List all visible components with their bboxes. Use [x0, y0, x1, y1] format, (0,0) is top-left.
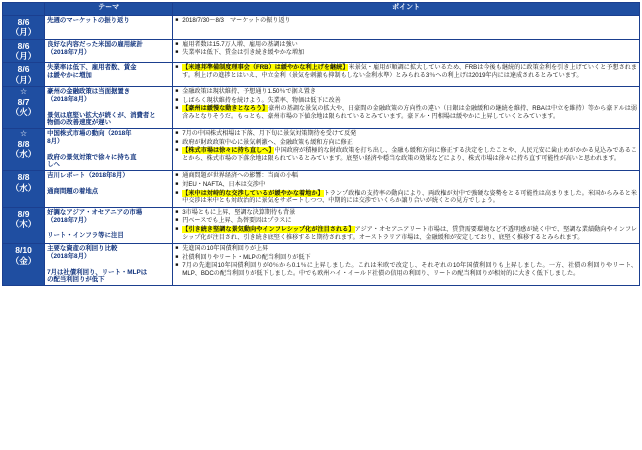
header-point: ポイント [173, 3, 640, 16]
point-highlight: 【引き続き堅調な景気動向やインフレシップ化が注目される】 [182, 225, 355, 233]
row-theme [45, 207, 173, 243]
table-row [3, 16, 640, 40]
header-theme: テーマ [45, 3, 173, 16]
row-date [3, 87, 45, 129]
theme-line [47, 146, 170, 154]
header-date [3, 3, 45, 16]
theme-line: （2018年7月） [47, 216, 91, 224]
day-text: （木） [10, 219, 37, 230]
row-date [3, 171, 45, 207]
theme-line: 失業率は低下、雇用者数、賃金 [47, 64, 137, 72]
theme-line: （2018年8月） [47, 252, 91, 260]
row-point [173, 207, 640, 243]
date-text: 8/6 [17, 40, 30, 51]
theme-line [47, 224, 170, 232]
table-row [3, 63, 640, 87]
point-item: ■ 7月の先進国10年国債利回りが0％から0.1％に上昇しました。これは米欧で改定し、それぞれの10年国債利回りも上昇しました。一方、社債の利回りやリート、MLP、BDCの配当利回りが低下しました。中でも欧州ハイ・イールド社債の信用の利回り、リートの配当利回りが相対的に大きく低下しました。 [175, 262, 637, 277]
row-point [173, 16, 640, 40]
date-text: 8/6 [17, 17, 30, 27]
theme-line: 先週のマーケットの振り返り [47, 17, 130, 24]
theme-line: 主要な資産の利回り比較 [47, 245, 118, 253]
row-theme [45, 244, 173, 286]
point-item: ■ 【株式市場は徐々に持ち直しへ】中国政府が積極的な財政政策を打ち出し、金融も緩和方向に修正する決定をしたことや、人民元安に歯止めがかかる見込みであることから、株式市場の下落余地は限られているとみています。底堅い経済や穏当な政策の効果などにより、株式市場は徐々に持ち直す可能性が高いと思われます。 [175, 147, 637, 162]
date-text: 8/10 [15, 245, 32, 256]
point-item: ■ 2018/7/30～8/3 マーケットの振り返り [175, 17, 637, 25]
date-text: 8/9 [17, 208, 30, 219]
day-text: （月） [10, 27, 37, 38]
date-text: 8/8 [17, 172, 30, 183]
day-text: （水） [10, 149, 37, 160]
row-theme [45, 129, 173, 171]
point-item: ■ 政府が財政政策中心に景気刺激へ、金融政策も緩和方向に修正 [175, 139, 637, 147]
point-item: ■ 7月の中国株式相場は下落、月下旬に景気対策期待を受けて反発 [175, 130, 637, 138]
point-item: ■ しばらく現状維持を続けよう。失業率、物価は低下に改善 [175, 97, 637, 105]
theme-line: 通商問題の着地点 [47, 187, 99, 195]
table-row [3, 87, 640, 129]
day-text: （月） [10, 51, 37, 62]
table-row [3, 171, 640, 207]
point-item: ■ 【豪州は緩慢な動きとなろう】豪州の基調な景気の拡大や、日豪間の金融政策の方向性の違い（日銀は金融緩和の継続を維持、RBAは中立を維持）等から豪ドルは弱含みとなりそうだ。もっとも、豪州市場の下値余地は限られているとみています。豪ドル・円相場は緩やかに上昇していくとみています。 [175, 105, 637, 120]
point-item: ■ 円ベースでも上昇、為替要因はプラスに [175, 217, 637, 225]
row-theme [45, 63, 173, 87]
theme-line: （2018年7月） [47, 48, 91, 56]
row-point [173, 39, 640, 63]
theme-line [47, 104, 170, 112]
theme-line: 物価の改善速度が遅い [47, 119, 111, 127]
table-header [3, 3, 640, 16]
point-highlight: 【株式市場は徐々に持ち直しへ】 [182, 147, 275, 155]
theme-line: リート・インフラ等に注目 [47, 232, 124, 240]
row-date [3, 63, 45, 87]
row-date [3, 16, 45, 40]
point-highlight: 【米連邦準備制度理事会（FRB）は緩やかな利上げを継続】 [182, 64, 349, 72]
schedule-table [2, 2, 640, 286]
row-point [173, 63, 640, 87]
row-point [173, 129, 640, 171]
point-item: ■ 失業率は低下、賃金は引き続き緩やかな増加 [175, 49, 637, 57]
theme-line [47, 180, 170, 188]
date-text: 8/6 [17, 64, 30, 75]
theme-line: 吉川レポート（2018年8月） [47, 172, 129, 180]
day-text: （水） [10, 182, 37, 193]
point-item: ■ 【米中は対峙的な交渉しているが緩やかな着地か】トランプ政権の支持率の動向により、両政権が対中で強硬な姿勢をとる可能性は高まりました。米国からみると米中交渉は米中とも対政治的に景気をサポートしつつ、中期的には交渉でいくらか譲り合いが続くとの見方でしょう。 [175, 190, 637, 205]
theme-line: 8月） [47, 138, 64, 146]
row-point [173, 244, 640, 286]
theme-line: の配当利回りが低下 [47, 276, 105, 284]
theme-line: 豪州の金融政策は当面据置き [47, 88, 131, 96]
star-icon: ☆ [19, 129, 28, 139]
theme-line: しへ [47, 161, 60, 169]
point-item: ■ 対EU・NAFTA、日本は交渉中 [175, 181, 637, 189]
point-item: ■ 【米連邦準備制度理事会（FRB）は緩やかな利上げを継続】米景気・雇用が順調に拡大しているため、FRBは今後も継続的に政策金利を引き上げていくと予想されます。利上げの進捗とはいえ、中立金利（景気を刺激も抑制もしない金利水準）とみられる3％への利上げは2019年内には達成されるとみています。 [175, 64, 637, 79]
row-theme [45, 171, 173, 207]
table-row [3, 207, 640, 243]
theme-line [47, 261, 170, 269]
theme-line: は緩やかに増加 [47, 72, 92, 80]
row-point [173, 171, 640, 207]
table-row [3, 244, 640, 286]
theme-line: 良好な内容だった米国の雇用統計 [47, 40, 143, 48]
row-theme [45, 87, 173, 129]
date-text: 8/8 [17, 139, 30, 150]
day-text: （金） [10, 255, 37, 266]
day-text: （月） [10, 74, 37, 85]
point-item: ■ 3市場ともに上昇、堅調な決算期待も背景 [175, 209, 637, 217]
theme-line: 中国株式市場の動向（2018年 [47, 130, 132, 138]
table-row [3, 129, 640, 171]
table-row [3, 39, 640, 63]
table-body [3, 16, 640, 286]
row-point [173, 87, 640, 129]
point-item: ■ 通商問題が世界経済への影響：当面の小幅 [175, 172, 637, 180]
point-item: ■ 先進国の10年国債利回りが上昇 [175, 245, 637, 253]
point-item: ■ 金融政策は現状維持、予想通り1.50％で据え置き [175, 88, 637, 96]
theme-line: 景気は底堅い拡大が続くが、消費者と [47, 111, 156, 119]
row-theme [45, 39, 173, 63]
row-date [3, 39, 45, 63]
theme-line: 7月は社債利回り、リート・MLPは [47, 268, 148, 276]
point-highlight: 【米中は対峙的な交渉しているが緩やかな着地か】 [182, 189, 324, 197]
row-date [3, 129, 45, 171]
theme-line: （2018年8月） [47, 95, 91, 103]
row-theme [45, 16, 173, 40]
point-item: ■ 【引き続き堅調な景気動向やインフレシップ化が注目される】アジア・オセアニアリート市場は、賃貸需要環境など不透明感が続く中で、堅調な業績動向やインフレシップ化が注目され、引き続き底堅く推移すると期待されます。オーストラリア市場は、金融緩和が安定しており、底堅く推移するとみられます。 [175, 226, 637, 241]
day-text: （火） [10, 107, 37, 118]
point-highlight: 【豪州は緩慢な動きとなろう】 [182, 105, 269, 113]
date-text: 8/7 [17, 96, 30, 107]
point-item: ■ 社債利回りやリート・MLPの配当利回りが低下 [175, 254, 637, 262]
theme-line: 好調なアジア・オセアニアの市場 [47, 208, 143, 216]
theme-line: 政府の景気対策で徐々に持ち直 [47, 153, 137, 161]
point-item: ■ 雇用者数は15.7万人増、雇用の基調は強い [175, 41, 637, 49]
row-date [3, 244, 45, 286]
star-icon: ☆ [19, 87, 28, 97]
row-date [3, 207, 45, 243]
